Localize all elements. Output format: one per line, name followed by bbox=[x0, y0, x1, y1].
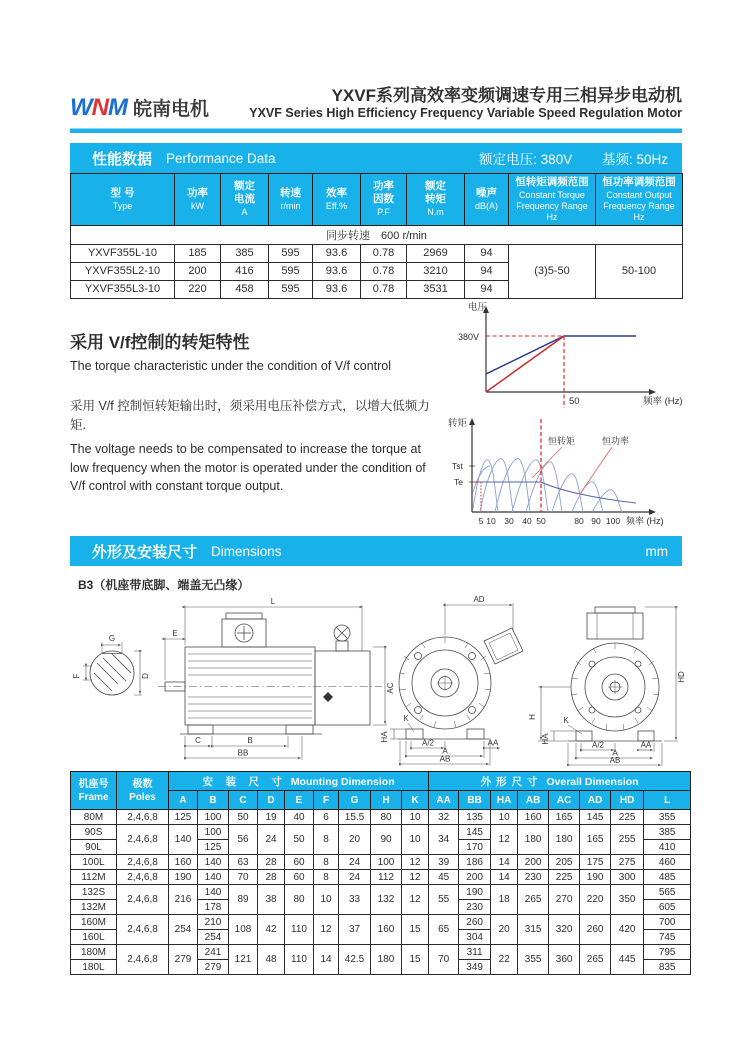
frame-cell: 80M bbox=[71, 810, 117, 825]
frame-cell: 160L bbox=[71, 930, 117, 945]
dim-cell: 835 bbox=[644, 960, 691, 975]
performance-header-row bbox=[71, 174, 683, 226]
dim-cell: 210 bbox=[198, 915, 229, 930]
dim-cell: 14 bbox=[491, 870, 518, 885]
dimensions-title-en: Dimensions bbox=[211, 543, 282, 559]
dim-cell: 55 bbox=[429, 885, 459, 915]
value-cell: 595 bbox=[269, 244, 313, 262]
dim-cell: 265 bbox=[580, 945, 611, 975]
frame-cell: 160M bbox=[71, 915, 117, 930]
value-cell: 0.78 bbox=[361, 262, 407, 280]
dim-cell: 190 bbox=[459, 885, 491, 900]
dim-col-L: L bbox=[644, 791, 691, 810]
dimension-table bbox=[70, 771, 691, 975]
dim-cell: 38 bbox=[258, 885, 285, 915]
dim-col-H: H bbox=[371, 791, 402, 810]
dim-cell: 265 bbox=[518, 885, 549, 915]
dim-cell: 160 bbox=[371, 915, 402, 945]
dim-cell: 385 bbox=[644, 825, 691, 840]
svg-text:100: 100 bbox=[605, 516, 621, 526]
dim-cell: 220 bbox=[580, 885, 611, 915]
svg-text:AA: AA bbox=[640, 740, 652, 750]
col-poles: 极数 Poles bbox=[117, 772, 169, 810]
end-view-drawing bbox=[528, 607, 686, 766]
dim-cell: 14 bbox=[491, 855, 518, 870]
dim-cell: 121 bbox=[229, 945, 258, 975]
dim-cell: 110 bbox=[285, 945, 314, 975]
dim-cell: 8 bbox=[314, 870, 339, 885]
vf-paragraph-en: The voltage needs to be compensated to increase the torque at low frequency when the motor is operated under the condition of V/f control with constant torque output. bbox=[70, 441, 426, 494]
col-noise: 噪声 dB(A) bbox=[465, 174, 509, 226]
svg-text:AB: AB bbox=[439, 754, 451, 764]
performance-section bbox=[70, 143, 682, 299]
frame-cell: 132M bbox=[71, 900, 117, 915]
frame-cell: 90S bbox=[71, 825, 117, 840]
dim-cell: 24 bbox=[339, 870, 371, 885]
dim-cell: 315 bbox=[518, 915, 549, 945]
dim-col-K: K bbox=[402, 791, 429, 810]
col-const-output-range: 恒功率调频范围 Constant Output Frequency Range Hz bbox=[596, 174, 683, 226]
dim-cell: 745 bbox=[644, 930, 691, 945]
dim-cell: 22 bbox=[491, 945, 518, 975]
front-view-drawing bbox=[380, 595, 523, 766]
value-cell: 200 bbox=[175, 262, 221, 280]
dim-cell: 90 bbox=[371, 825, 402, 855]
svg-text:D: D bbox=[141, 673, 150, 679]
svg-text:转矩: 转矩 bbox=[448, 418, 468, 429]
svg-text:30: 30 bbox=[504, 516, 514, 526]
svg-text:AD: AD bbox=[473, 595, 485, 604]
const-output-range-cell: 50-100 bbox=[596, 244, 683, 298]
dim-cell: 225 bbox=[549, 870, 580, 885]
dim-cell: 28 bbox=[258, 855, 285, 870]
svg-text:AA: AA bbox=[487, 738, 499, 748]
x-tick-labels bbox=[479, 516, 621, 526]
poles-cell: 2,4,6,8 bbox=[117, 945, 169, 975]
dim-cell: 50 bbox=[285, 825, 314, 855]
dim-cell: 304 bbox=[459, 930, 491, 945]
dim-col-HD: HD bbox=[611, 791, 644, 810]
sync-speed-row bbox=[71, 225, 683, 244]
dimensions-section bbox=[70, 536, 686, 975]
frame-cell: 112M bbox=[71, 870, 117, 885]
page-title bbox=[249, 86, 682, 120]
dim-cell: 42.5 bbox=[339, 945, 371, 975]
shaft-section-drawing bbox=[72, 634, 150, 695]
frame-cell: 90L bbox=[71, 840, 117, 855]
frame-cell: 100L bbox=[71, 855, 117, 870]
dim-row bbox=[71, 915, 691, 930]
poles-cell: 2,4,6,8 bbox=[117, 915, 169, 945]
dim-cell: 20 bbox=[339, 825, 371, 855]
dim-cell: 216 bbox=[169, 885, 198, 915]
dim-cell: 485 bbox=[644, 870, 691, 885]
dim-cell: 350 bbox=[611, 885, 644, 915]
dim-cell: 180 bbox=[371, 945, 402, 975]
svg-text:恒转矩: 恒转矩 bbox=[548, 436, 576, 446]
overall-dimension-header: 外 形 尺 寸 Overall Dimension bbox=[429, 772, 691, 791]
dim-cell: 45 bbox=[429, 870, 459, 885]
col-const-torque-range: 恒转矩调频范围 Constant Torque Frequency Range Hz bbox=[509, 174, 596, 226]
dim-cell: 275 bbox=[611, 855, 644, 870]
value-cell: 3531 bbox=[407, 280, 465, 298]
dim-cell: 37 bbox=[339, 915, 371, 945]
dim-cell: 132 bbox=[371, 885, 402, 915]
dim-cell: 255 bbox=[611, 825, 644, 855]
dim-cell: 180 bbox=[549, 825, 580, 855]
dim-cell: 80 bbox=[371, 810, 402, 825]
dim-cell: 10 bbox=[314, 885, 339, 915]
dim-col-HA: HA bbox=[491, 791, 518, 810]
svg-text:BB: BB bbox=[237, 748, 249, 758]
frame-cell: 180M bbox=[71, 945, 117, 960]
vf-text-block bbox=[70, 328, 438, 496]
dim-cell: 135 bbox=[459, 810, 491, 825]
vf-control-section bbox=[70, 300, 682, 534]
dim-cell: 80 bbox=[285, 885, 314, 915]
dim-cell: 160 bbox=[518, 810, 549, 825]
svg-text:A/2: A/2 bbox=[421, 738, 435, 748]
vf-heading-zh: 采用 V/f控制的转矩特性 bbox=[70, 333, 250, 352]
value-cell: 93.6 bbox=[313, 262, 361, 280]
dim-col-D: D bbox=[258, 791, 285, 810]
dim-cell: 40 bbox=[285, 810, 314, 825]
dim-cell: 605 bbox=[644, 900, 691, 915]
dim-cell: 100 bbox=[198, 810, 229, 825]
dim-col-A: A bbox=[169, 791, 198, 810]
dim-cell: 12 bbox=[402, 885, 429, 915]
dim-cell: 10 bbox=[402, 825, 429, 855]
svg-text:AC: AC bbox=[386, 682, 395, 694]
dimension-drawings bbox=[70, 595, 690, 767]
dim-cell: 32 bbox=[429, 810, 459, 825]
vf-heading-en: The torque characteristic under the condition of V/f control bbox=[70, 359, 392, 373]
svg-text:A: A bbox=[612, 748, 618, 758]
dim-cell: 320 bbox=[549, 915, 580, 945]
value-cell: 385 bbox=[221, 244, 269, 262]
svg-text:50: 50 bbox=[569, 396, 580, 407]
dim-col-AD: AD bbox=[580, 791, 611, 810]
dim-cell: 18 bbox=[491, 885, 518, 915]
dim-col-F: F bbox=[314, 791, 339, 810]
dim-cell: 42 bbox=[258, 915, 285, 945]
dim-cell: 100 bbox=[198, 825, 229, 840]
performance-band bbox=[70, 143, 682, 173]
svg-text:B: B bbox=[247, 736, 253, 745]
svg-text:频率 (Hz): 频率 (Hz) bbox=[643, 396, 683, 407]
dim-cell: 165 bbox=[580, 825, 611, 855]
dim-cell: 565 bbox=[644, 885, 691, 900]
base-frequency: 基频: 50Hz bbox=[601, 152, 668, 167]
value-cell: 94 bbox=[465, 280, 509, 298]
svg-text:K: K bbox=[403, 714, 409, 723]
dim-cell: 56 bbox=[229, 825, 258, 855]
dim-cell: 89 bbox=[229, 885, 258, 915]
svg-text:恒功率: 恒功率 bbox=[602, 436, 630, 446]
dim-cell: 12 bbox=[402, 870, 429, 885]
svg-text:C: C bbox=[195, 736, 201, 745]
dim-cell: 165 bbox=[549, 810, 580, 825]
dim-cell: 15 bbox=[402, 945, 429, 975]
dim-cell: 186 bbox=[459, 855, 491, 870]
dim-row bbox=[71, 945, 691, 960]
dim-cell: 230 bbox=[518, 870, 549, 885]
dim-cell: 20 bbox=[491, 915, 518, 945]
rating-info bbox=[453, 148, 668, 168]
col-frame: 机座号 Frame bbox=[71, 772, 117, 810]
dim-cell: 170 bbox=[459, 840, 491, 855]
dimensions-band bbox=[70, 536, 682, 566]
dim-col-G: G bbox=[339, 791, 371, 810]
value-cell: 93.6 bbox=[313, 280, 361, 298]
dim-cell: 50 bbox=[229, 810, 258, 825]
dim-cell: 700 bbox=[644, 915, 691, 930]
value-cell: 416 bbox=[221, 262, 269, 280]
dim-cell: 8 bbox=[314, 855, 339, 870]
dim-cell: 63 bbox=[229, 855, 258, 870]
performance-title-zh: 性能数据 bbox=[92, 150, 153, 168]
svg-text:HA: HA bbox=[380, 731, 389, 743]
model-cell: YXVF355L2-10 bbox=[71, 262, 175, 280]
dim-cell: 8 bbox=[314, 825, 339, 855]
col-torque: 额定转矩 N.m bbox=[407, 174, 465, 226]
b3-mounting-note: B3（机座带底脚、端盖无凸缘） bbox=[78, 578, 250, 592]
value-cell: 458 bbox=[221, 280, 269, 298]
dim-cell: 34 bbox=[429, 825, 459, 855]
model-cell: YXVF355L-10 bbox=[71, 244, 175, 262]
svg-text:90: 90 bbox=[591, 516, 601, 526]
wnm-logo-mark: WNM bbox=[70, 93, 127, 121]
col-efficiency: 效率 Eff.% bbox=[313, 174, 361, 226]
poles-cell: 2,4,6,8 bbox=[117, 870, 169, 885]
dim-cell: 125 bbox=[169, 810, 198, 825]
page-header bbox=[70, 86, 682, 120]
dim-cell: 12 bbox=[402, 855, 429, 870]
dim-cell: 311 bbox=[459, 945, 491, 960]
dim-cell: 6 bbox=[314, 810, 339, 825]
svg-text:80: 80 bbox=[574, 516, 584, 526]
dim-cell: 14 bbox=[314, 945, 339, 975]
dim-cell: 15 bbox=[402, 915, 429, 945]
dim-cell: 175 bbox=[580, 855, 611, 870]
svg-text:K: K bbox=[563, 716, 569, 725]
dim-col-BB: BB bbox=[459, 791, 491, 810]
value-cell: 0.78 bbox=[361, 244, 407, 262]
dim-cell: 178 bbox=[198, 900, 229, 915]
value-cell: 595 bbox=[269, 262, 313, 280]
value-cell: 220 bbox=[175, 280, 221, 298]
dim-cell: 254 bbox=[198, 930, 229, 945]
dim-cell: 355 bbox=[644, 810, 691, 825]
dim-cell: 200 bbox=[518, 855, 549, 870]
dim-cell: 445 bbox=[611, 945, 644, 975]
side-view-drawing bbox=[158, 597, 395, 760]
svg-text:Tst: Tst bbox=[452, 461, 463, 471]
svg-text:380V: 380V bbox=[458, 332, 480, 342]
value-cell: 93.6 bbox=[313, 244, 361, 262]
dim-cell: 180 bbox=[518, 825, 549, 855]
rated-voltage: 额定电压: 380V bbox=[479, 152, 573, 167]
dim-col-E: E bbox=[285, 791, 314, 810]
svg-text:HD: HD bbox=[677, 671, 686, 683]
dim-row bbox=[71, 810, 691, 825]
dim-cell: 145 bbox=[459, 825, 491, 840]
poles-cell: 2,4,6,8 bbox=[117, 885, 169, 915]
dim-cell: 260 bbox=[459, 915, 491, 930]
value-cell: 185 bbox=[175, 244, 221, 262]
col-speed: 转速 r/min bbox=[269, 174, 313, 226]
svg-text:5: 5 bbox=[478, 516, 484, 526]
col-current: 额定电流 A bbox=[221, 174, 269, 226]
value-cell: 94 bbox=[465, 244, 509, 262]
svg-text:F: F bbox=[72, 673, 81, 679]
dim-cell: 410 bbox=[644, 840, 691, 855]
dim-cell: 33 bbox=[339, 885, 371, 915]
vf-paragraph-zh: 采用 V/f 控制恒转矩输出时，须采用电压补偿方式，以增大低频力矩. bbox=[70, 399, 430, 433]
dim-cell: 10 bbox=[402, 810, 429, 825]
dim-cell: 10 bbox=[491, 810, 518, 825]
dim-cell: 279 bbox=[169, 945, 198, 975]
svg-text:电压: 电压 bbox=[468, 302, 488, 313]
dim-cell: 24 bbox=[339, 855, 371, 870]
dim-cell: 28 bbox=[258, 870, 285, 885]
poles-cell: 2,4,6,8 bbox=[117, 855, 169, 870]
frame-cell: 180L bbox=[71, 960, 117, 975]
svg-text:40: 40 bbox=[522, 516, 532, 526]
dim-row bbox=[71, 885, 691, 900]
svg-text:L: L bbox=[270, 597, 276, 606]
svg-text:50: 50 bbox=[536, 516, 546, 526]
svg-text:AB: AB bbox=[609, 756, 621, 765]
dim-cell: 460 bbox=[644, 855, 691, 870]
svg-text:H: H bbox=[528, 714, 537, 720]
title-en: YXVF Series High Efficiency Frequency Variable Speed Regulation Motor bbox=[249, 105, 682, 120]
dim-cell: 230 bbox=[459, 900, 491, 915]
poles-cell: 2,4,6,8 bbox=[117, 810, 169, 825]
dim-col-AB: AB bbox=[518, 791, 549, 810]
dim-cell: 70 bbox=[429, 945, 459, 975]
dim-cell: 48 bbox=[258, 945, 285, 975]
dim-cell: 19 bbox=[258, 810, 285, 825]
dim-cell: 140 bbox=[198, 855, 229, 870]
dim-cell: 279 bbox=[198, 960, 229, 975]
frame-cell: 132S bbox=[71, 885, 117, 900]
performance-title-en: Performance Data bbox=[166, 150, 276, 166]
dim-cell: 200 bbox=[459, 870, 491, 885]
dim-cell: 100 bbox=[371, 855, 402, 870]
svg-text:HA: HA bbox=[541, 733, 550, 745]
dim-cell: 60 bbox=[285, 855, 314, 870]
dim-cell: 190 bbox=[580, 870, 611, 885]
dim-cell: 15.5 bbox=[339, 810, 371, 825]
dim-cell: 349 bbox=[459, 960, 491, 975]
dim-col-AC: AC bbox=[549, 791, 580, 810]
dim-cell: 795 bbox=[644, 945, 691, 960]
header-rule bbox=[70, 128, 682, 133]
svg-text:A/2: A/2 bbox=[591, 740, 605, 750]
dim-cell: 125 bbox=[198, 840, 229, 855]
title-zh: YXVF系列高效率变频调速专用三相异步电动机 bbox=[331, 86, 682, 105]
dim-cell: 60 bbox=[285, 870, 314, 885]
dim-col-AA: AA bbox=[429, 791, 459, 810]
voltage-frequency-chart bbox=[446, 300, 686, 412]
svg-text:10: 10 bbox=[486, 516, 496, 526]
dim-cell: 140 bbox=[169, 825, 198, 855]
col-power-factor: 功率因数 P.F bbox=[361, 174, 407, 226]
dim-cell: 140 bbox=[198, 870, 229, 885]
dim-cell: 300 bbox=[611, 870, 644, 885]
dim-cell: 65 bbox=[429, 915, 459, 945]
const-torque-range-cell: (3)5-50 bbox=[509, 244, 596, 298]
poles-cell: 2,4,6,8 bbox=[117, 825, 169, 855]
dim-cell: 270 bbox=[549, 885, 580, 915]
dim-cell: 108 bbox=[229, 915, 258, 945]
company-name: 皖南电机 bbox=[133, 98, 210, 120]
performance-table bbox=[70, 173, 683, 299]
svg-text:G: G bbox=[108, 634, 116, 643]
dim-cell: 70 bbox=[229, 870, 258, 885]
dim-cell: 225 bbox=[611, 810, 644, 825]
dimensions-title-zh: 外形及安装尺寸 bbox=[92, 543, 198, 561]
dim-col-B: B bbox=[198, 791, 229, 810]
dim-cell: 39 bbox=[429, 855, 459, 870]
dim-cell: 260 bbox=[580, 915, 611, 945]
dim-row bbox=[71, 855, 691, 870]
dim-cell: 360 bbox=[549, 945, 580, 975]
dim-row bbox=[71, 825, 691, 840]
model-cell: YXVF355L3-10 bbox=[71, 280, 175, 298]
dim-cell: 190 bbox=[169, 870, 198, 885]
svg-text:E: E bbox=[172, 629, 178, 638]
col-power: 功率 kW bbox=[175, 174, 221, 226]
dim-cell: 420 bbox=[611, 915, 644, 945]
svg-text:A: A bbox=[442, 746, 448, 756]
dim-cell: 205 bbox=[549, 855, 580, 870]
dim-cell: 145 bbox=[580, 810, 611, 825]
company-logo bbox=[70, 93, 210, 121]
dim-cell: 112 bbox=[371, 870, 402, 885]
mounting-dimension-header: 安 装 尺 寸 Mounting Dimension bbox=[169, 772, 429, 791]
col-type: 型 号 Type bbox=[71, 174, 175, 226]
value-cell: 0.78 bbox=[361, 280, 407, 298]
value-cell: 3210 bbox=[407, 262, 465, 280]
sync-speed-note: 同步转速 600 r/min bbox=[71, 225, 683, 244]
dim-cell: 110 bbox=[285, 915, 314, 945]
value-cell: 2969 bbox=[407, 244, 465, 262]
dim-cell: 12 bbox=[491, 825, 518, 855]
dim-cell: 355 bbox=[518, 945, 549, 975]
dim-row bbox=[71, 870, 691, 885]
dim-cell: 160 bbox=[169, 855, 198, 870]
dim-header-group-row bbox=[71, 772, 691, 791]
dimensions-unit: mm bbox=[645, 543, 668, 559]
performance-row bbox=[71, 244, 683, 262]
dim-cell: 254 bbox=[169, 915, 198, 945]
dim-cell: 24 bbox=[258, 825, 285, 855]
svg-text:Te: Te bbox=[454, 477, 463, 487]
dim-col-C: C bbox=[229, 791, 258, 810]
value-cell: 94 bbox=[465, 262, 509, 280]
dim-cell: 12 bbox=[314, 915, 339, 945]
torque-frequency-chart bbox=[440, 414, 688, 534]
dim-cell: 241 bbox=[198, 945, 229, 960]
value-cell: 595 bbox=[269, 280, 313, 298]
svg-text:频率 (Hz): 频率 (Hz) bbox=[626, 516, 664, 526]
dim-cell: 140 bbox=[198, 885, 229, 900]
